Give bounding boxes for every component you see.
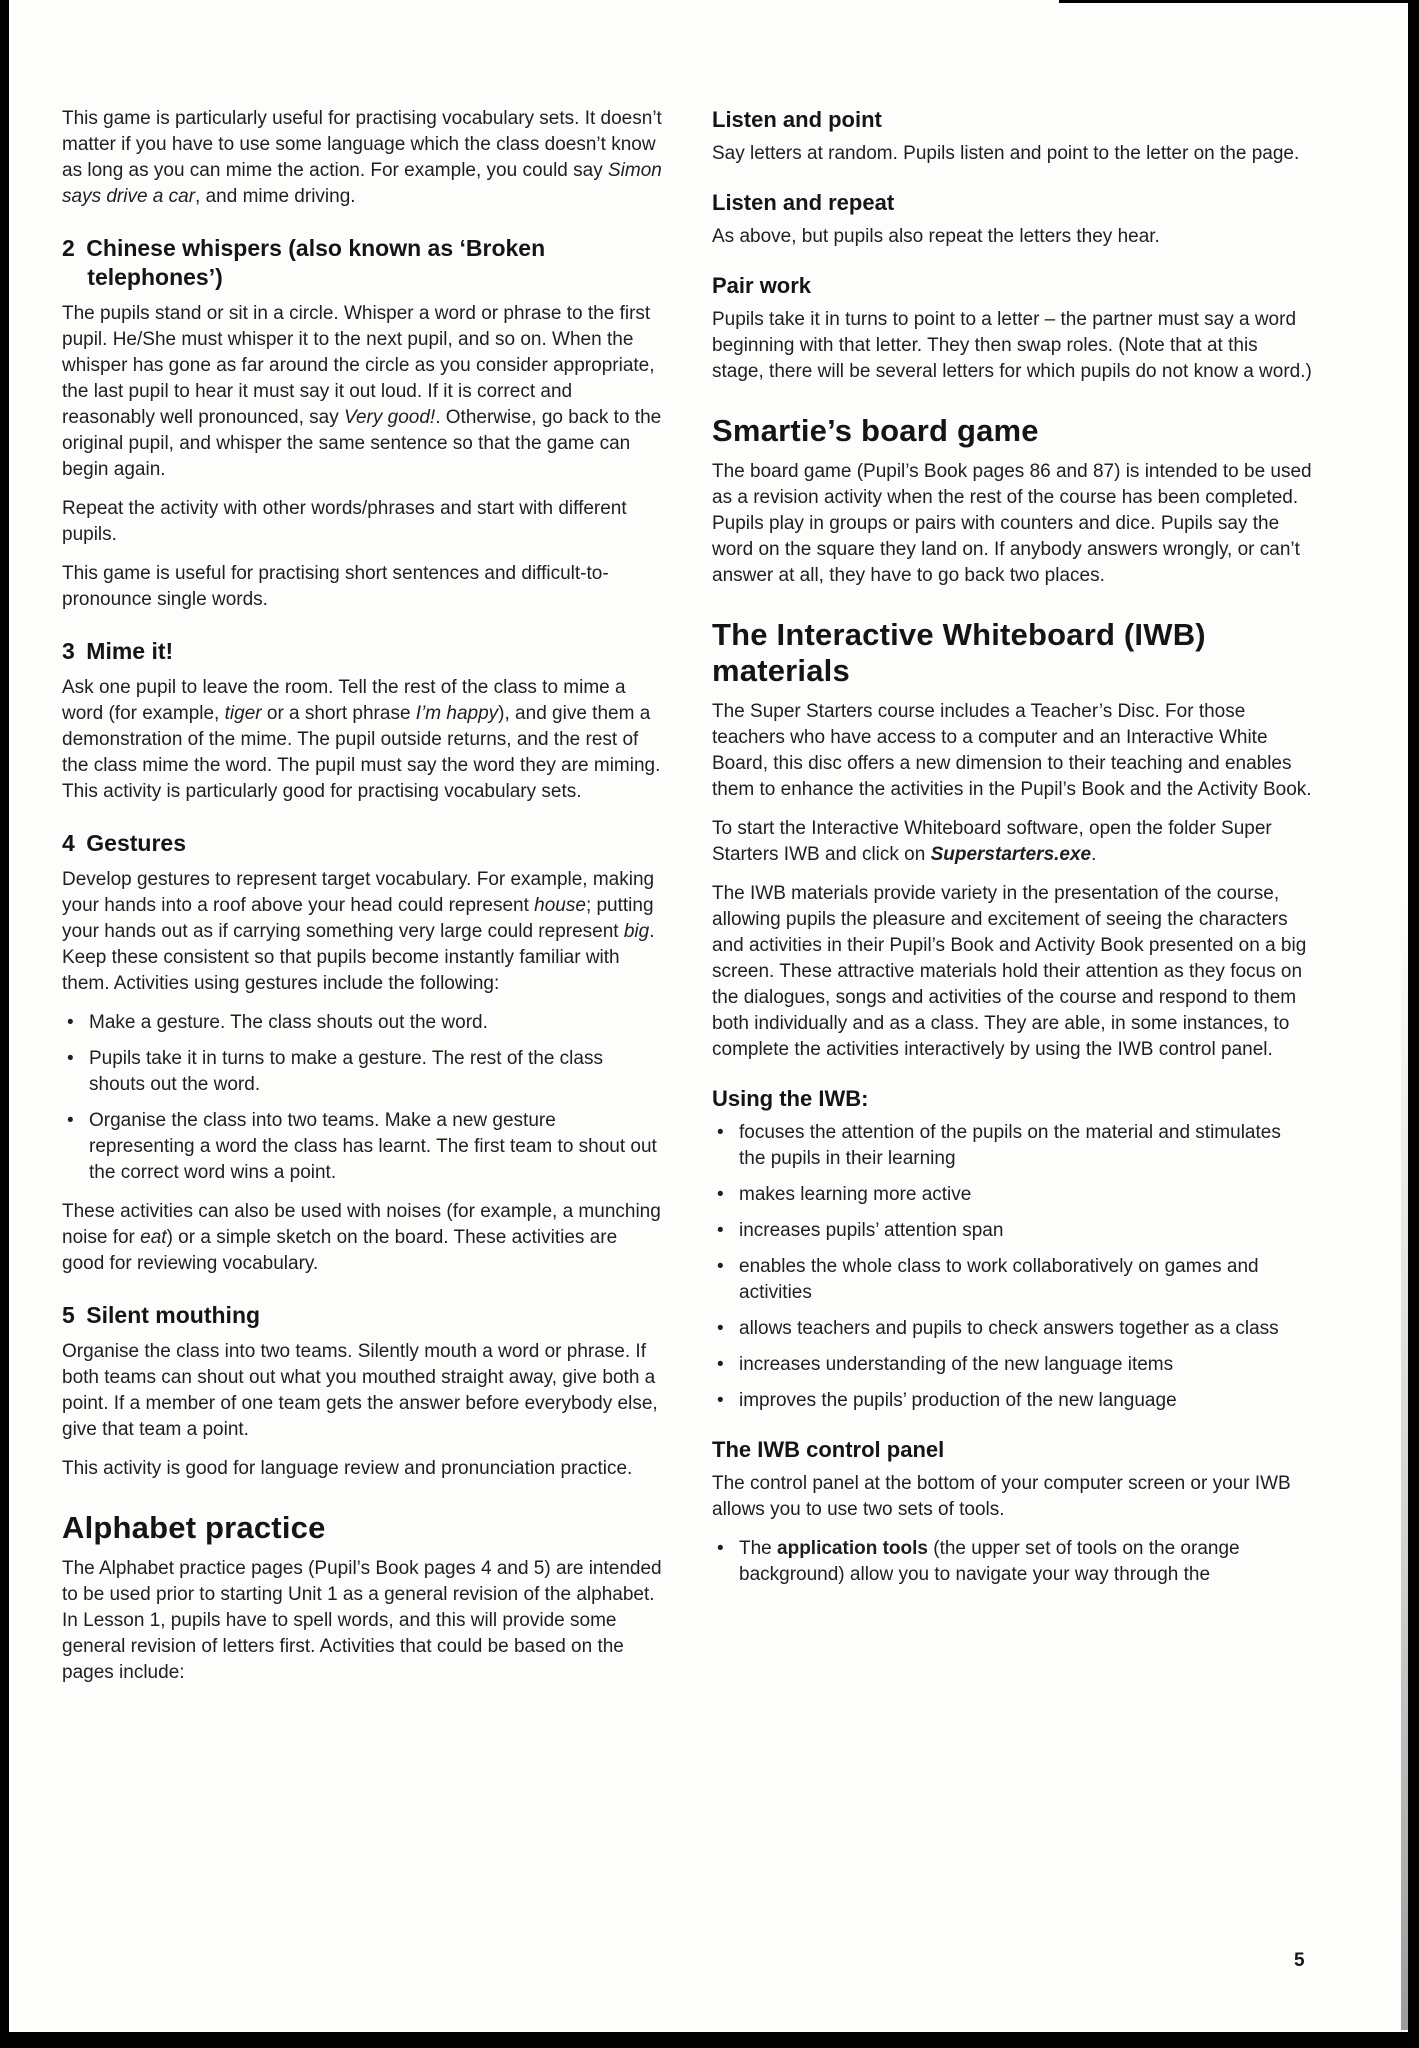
text-segment: tiger — [224, 703, 262, 724]
text-segment: This game is particularly useful for practising vocabulary sets. It doesn’t matter if you have to use some language which the class doesn’t know as long as you can mime the action. For example, you could say — [62, 108, 662, 181]
text-segment: , and mime driving. — [195, 186, 356, 207]
list-item — [712, 1254, 1312, 1306]
text-segment: 4 Gestures — [62, 830, 187, 856]
paragraph — [62, 496, 662, 548]
text-segment: Listen and point — [712, 107, 882, 132]
text-segment: These activities can also be used with noises (for example, a munching noise for — [62, 1201, 661, 1248]
text-segment: Develop gestures to represent target vocabulary. For example, making your hands into a roof above your head could represent — [62, 869, 655, 916]
text-segment: ), and give them a demonstration of the mime. The pupil outside returns, and the rest of the class mime the word. The pupil must say the word they are miming. This activity is particularly good for practising vocabulary sets. — [62, 703, 661, 802]
text-segment: application tools — [777, 1538, 928, 1559]
text-segment: increases pupils’ attention span — [739, 1220, 1004, 1241]
paragraph — [62, 1339, 662, 1443]
list-item — [712, 1316, 1312, 1342]
page-number: 5 — [1294, 1950, 1305, 1971]
text-segment: Organise the class into two teams. Make a new gesture representing a word the class has learnt. The first team to shout out the correct word wins a point. — [89, 1110, 657, 1183]
paragraph — [62, 1456, 662, 1482]
paragraph — [62, 1556, 662, 1686]
text-segment: increases understanding of the new language items — [739, 1354, 1174, 1375]
text-segment: focuses the attention of the pupils on the material and stimulates the pupils in their learning — [739, 1122, 1281, 1169]
heading-h2 — [62, 1301, 662, 1330]
text-segment: . Otherwise, go back to the original pupil, and whisper the same sentence so that the game can begin again. — [62, 407, 662, 480]
text-segment: 5 Silent mouthing — [62, 1302, 261, 1328]
text-segment: To start the Interactive Whiteboard software, open the folder Super Starters IWB and click on — [712, 818, 1272, 865]
paragraph — [712, 881, 1312, 1063]
paragraph — [712, 816, 1312, 868]
left-column — [62, 106, 662, 1699]
text-segment: . — [1091, 844, 1097, 865]
heading-h3 — [712, 1436, 1312, 1463]
text-segment: ; putting your hands out as if carrying something very large could represent — [62, 895, 654, 942]
scan-shade-right — [1401, 900, 1408, 2030]
scan-edge-left — [0, 0, 9, 2048]
list-item — [62, 1010, 662, 1036]
heading-h3 — [712, 189, 1312, 216]
text-segment: makes learning more active — [739, 1184, 972, 1205]
paragraph — [712, 141, 1312, 167]
heading-h1 — [712, 413, 1312, 449]
text-segment: Make a gesture. The class shouts out the word. — [89, 1012, 488, 1033]
list-item — [712, 1388, 1312, 1414]
text-segment: Pupils take it in turns to point to a letter – the partner must say a word beginning with that letter. They then swap roles. (Note that at this stage, there will be several letters for which pupils do not know a word.) — [712, 309, 1312, 382]
text-segment: The IWB materials provide variety in the presentation of the course, allowing pupils the pleasure and excitement of seeing the characters and activities in their Pupil’s Book and Activity Book presented on a big screen. These attractive materials hold their attention as they focus on the dialogues, songs and activities of the course and respond to them both individually and as a class. They are able, in some instances, to complete the activities interactively by using the IWB control panel. — [712, 883, 1307, 1060]
list-item — [712, 1352, 1312, 1378]
paragraph — [62, 301, 662, 483]
text-segment: improves the pupils’ production of the new language — [739, 1390, 1177, 1411]
paragraph — [712, 699, 1312, 803]
text-segment: house — [534, 895, 586, 916]
heading-h2 — [62, 829, 662, 858]
text-segment: The Super Starters course includes a Teacher’s Disc. For those teachers who have access to a computer and an Interactive White Board, this disc offers a new dimension to their teaching and enables them to enhance the activities in the Pupil’s Book and the Activity Book. — [712, 701, 1312, 800]
heading-h1 — [62, 1510, 662, 1546]
list-item — [712, 1536, 1312, 1588]
text-segment: Superstarters.exe — [930, 844, 1092, 865]
text-segment: allows teachers and pupils to check answers together as a class — [739, 1318, 1279, 1339]
list-item — [712, 1182, 1312, 1208]
paragraph — [712, 1471, 1312, 1523]
text-segment: ) or a simple sketch on the board. These activities are good for reviewing vocabulary. — [62, 1227, 618, 1274]
text-segment: Smartie’s board game — [712, 413, 1039, 448]
text-segment: Using the IWB: — [712, 1086, 869, 1111]
text-segment: (the upper set of tools on the orange background) allow you to navigate your way through the — [739, 1538, 1240, 1585]
scan-edge-top — [1059, 0, 1419, 3]
bullet-list — [712, 1120, 1312, 1414]
text-segment: The pupils stand or sit in a circle. Whisper a word or phrase to the first pupil. He/She must whisper it to the next pupil, and so on. When the whisper has gone as far around the circle as you consider appropriate, the last pupil to hear it must say it out loud. If it is correct and reasonably well pronounced, say — [62, 303, 655, 428]
text-segment: or a short phrase — [261, 703, 416, 724]
text-segment: This activity is good for language review and pronunciation practice. — [62, 1458, 633, 1479]
text-segment: enables the whole class to work collaboratively on games and activities — [739, 1256, 1259, 1303]
text-segment: big — [623, 921, 650, 942]
text-segment: Pair work — [712, 273, 812, 298]
paragraph — [712, 224, 1312, 250]
text-segment: 3 Mime it! — [62, 638, 174, 664]
text-segment: As above, but pupils also repeat the letters they hear. — [712, 226, 1160, 247]
text-segment: The Alphabet practice pages (Pupil’s Book pages 4 and 5) are intended to be used prior to starting Unit 1 as a general revision of the alphabet. In Lesson 1, pupils have to spell words, and this will provide some general revision of letters first. Activities that could be based on the pages include: — [62, 1558, 662, 1683]
heading-h3 — [712, 272, 1312, 299]
text-segment: Very good! — [344, 407, 436, 428]
text-segment: Simon says drive a car — [62, 160, 662, 207]
text-segment: Pupils take it in turns to make a gesture. The rest of the class shouts out the word. — [89, 1048, 603, 1095]
bullet-list — [62, 1010, 662, 1186]
paragraph — [712, 307, 1312, 385]
right-column — [712, 106, 1312, 1601]
scan-edge-bottom — [0, 2032, 1419, 2048]
paragraph — [62, 1199, 662, 1277]
text-segment: This game is useful for practising short sentences and difficult-to-pronounce single words. — [62, 563, 609, 610]
list-item — [712, 1218, 1312, 1244]
list-item — [62, 1108, 662, 1186]
text-segment: Listen and repeat — [712, 190, 895, 215]
bullet-list — [712, 1536, 1312, 1588]
text-segment: The control panel at the bottom of your computer screen or your IWB allows you to use two sets of tools. — [712, 1473, 1291, 1520]
paragraph — [62, 675, 662, 805]
scan-edge-right — [1408, 0, 1419, 2048]
heading-h2 — [62, 234, 662, 292]
list-item — [712, 1120, 1312, 1172]
text-segment: The Interactive Whiteboard (IWB) materials — [712, 617, 1206, 688]
text-segment: 2 Chinese whispers (also known as ‘Broken telephones’) — [62, 235, 546, 290]
text-segment: Repeat the activity with other words/phrases and start with different pupils. — [62, 498, 627, 545]
paragraph — [62, 561, 662, 613]
paragraph — [62, 106, 662, 210]
text-segment: The — [739, 1538, 778, 1559]
text-segment: eat — [140, 1227, 167, 1248]
heading-h3 — [712, 106, 1312, 133]
text-segment: Ask one pupil to leave the room. Tell the rest of the class to mime a word (for example, — [62, 677, 626, 724]
text-segment: The IWB control panel — [712, 1437, 945, 1462]
text-segment: Organise the class into two teams. Silently mouth a word or phrase. If both teams can shout out what you mouthed straight away, give both a point. If a member of one team gets the answer before everybody else, give that team a point. — [62, 1341, 658, 1440]
text-segment: Alphabet practice — [62, 1510, 326, 1545]
paragraph — [712, 459, 1312, 589]
text-segment: Say letters at random. Pupils listen and point to the letter on the page. — [712, 143, 1300, 164]
text-segment: I’m happy — [415, 703, 499, 724]
heading-h2 — [62, 637, 662, 666]
heading-h3 — [712, 1085, 1312, 1112]
paragraph — [62, 867, 662, 997]
list-item — [62, 1046, 662, 1098]
text-segment: The board game (Pupil’s Book pages 86 and 87) is intended to be used as a revision activity when the rest of the course has been completed. Pupils play in groups or pairs with counters and dice. Pupils say the word on the square they land on. If anybody answers wrongly, or can’t answer at all, they have to go back two places. — [712, 461, 1312, 586]
heading-h1 — [712, 617, 1312, 689]
text-segment: . Keep these consistent so that pupils become instantly familiar with them. Activities using gestures include the following: — [62, 921, 655, 994]
